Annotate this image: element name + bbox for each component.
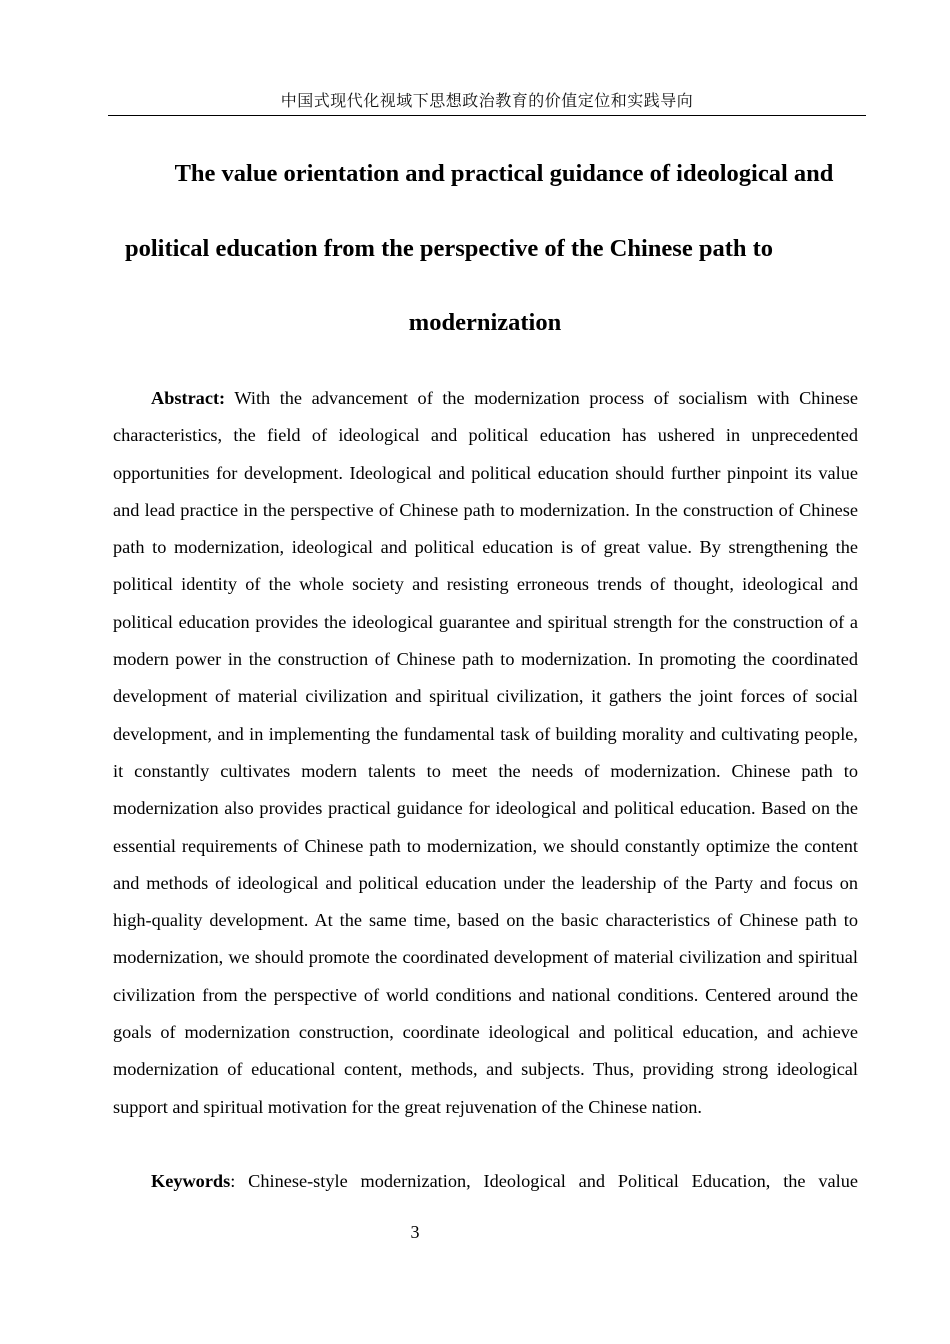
abstract-text: With the advancement of the modernization process of socialism with Chinese characteristics, the field of ideological and political education has ushered in unprecedented opportunities for development. Ideological and political education should further pinpoint its value and lead practice in the perspective of Chinese path to modernization. In the construction of Chinese path to modernization, ideological and political education is of great value. By strengthening the political identity of the whole society and resisting erroneous trends of thought, ideological and political education provides the ideological guarantee and spiritual strength for the construction of a modern power in the construction of Chinese path to modernization. In promoting the coordinated development of material civilization and spiritual civilization, it gathers the joint forces of social development, and in implementing the fundamental task of building morality and cultivating people, it constantly cultivates modern talents to meet the needs of modernization. Chinese path to modernization also provides practical guidance for ideological and political education. Based on the essential requirements of Chinese path to modernization, we should constantly optimize the content and methods of ideological and political education under the leadership of the Party and focus on high-quality development. At the same time, based on the basic characteristics of Chinese path to modernization, we should promote the coordinated development of material civilization and spiritual civilization from the perspective of world conditions and national conditions. Centered around the goals of modernization construction, coordinate ideological and political education, and achieve modernization of educational content, methods, and subjects. Thus, providing strong ideological support and spiritual motivation for the great rejuvenation of the Chinese nation. xyxy=(113,388,858,1117)
running-header: 中国式现代化视域下思想政治教育的价值定位和实践导向 xyxy=(280,91,694,110)
title-line-3: modernization xyxy=(408,309,562,336)
header-rule xyxy=(108,115,866,116)
page-number: 3 xyxy=(410,1222,420,1242)
abstract-paragraph xyxy=(113,380,858,1126)
keywords-separator: : xyxy=(230,1171,236,1191)
title-line-2: political education from the perspective of the Chinese path to xyxy=(124,234,774,262)
keywords-text: Chinese-style modernization, Ideological and Political Education, the value xyxy=(235,1171,858,1191)
keywords-label: Keywords xyxy=(151,1171,231,1191)
title-line-1: The value orientation and practical guidance of ideological and xyxy=(174,160,834,187)
keywords-paragraph xyxy=(113,1163,858,1200)
paper-title xyxy=(113,137,857,361)
abstract-label: Abstract: xyxy=(151,388,226,408)
